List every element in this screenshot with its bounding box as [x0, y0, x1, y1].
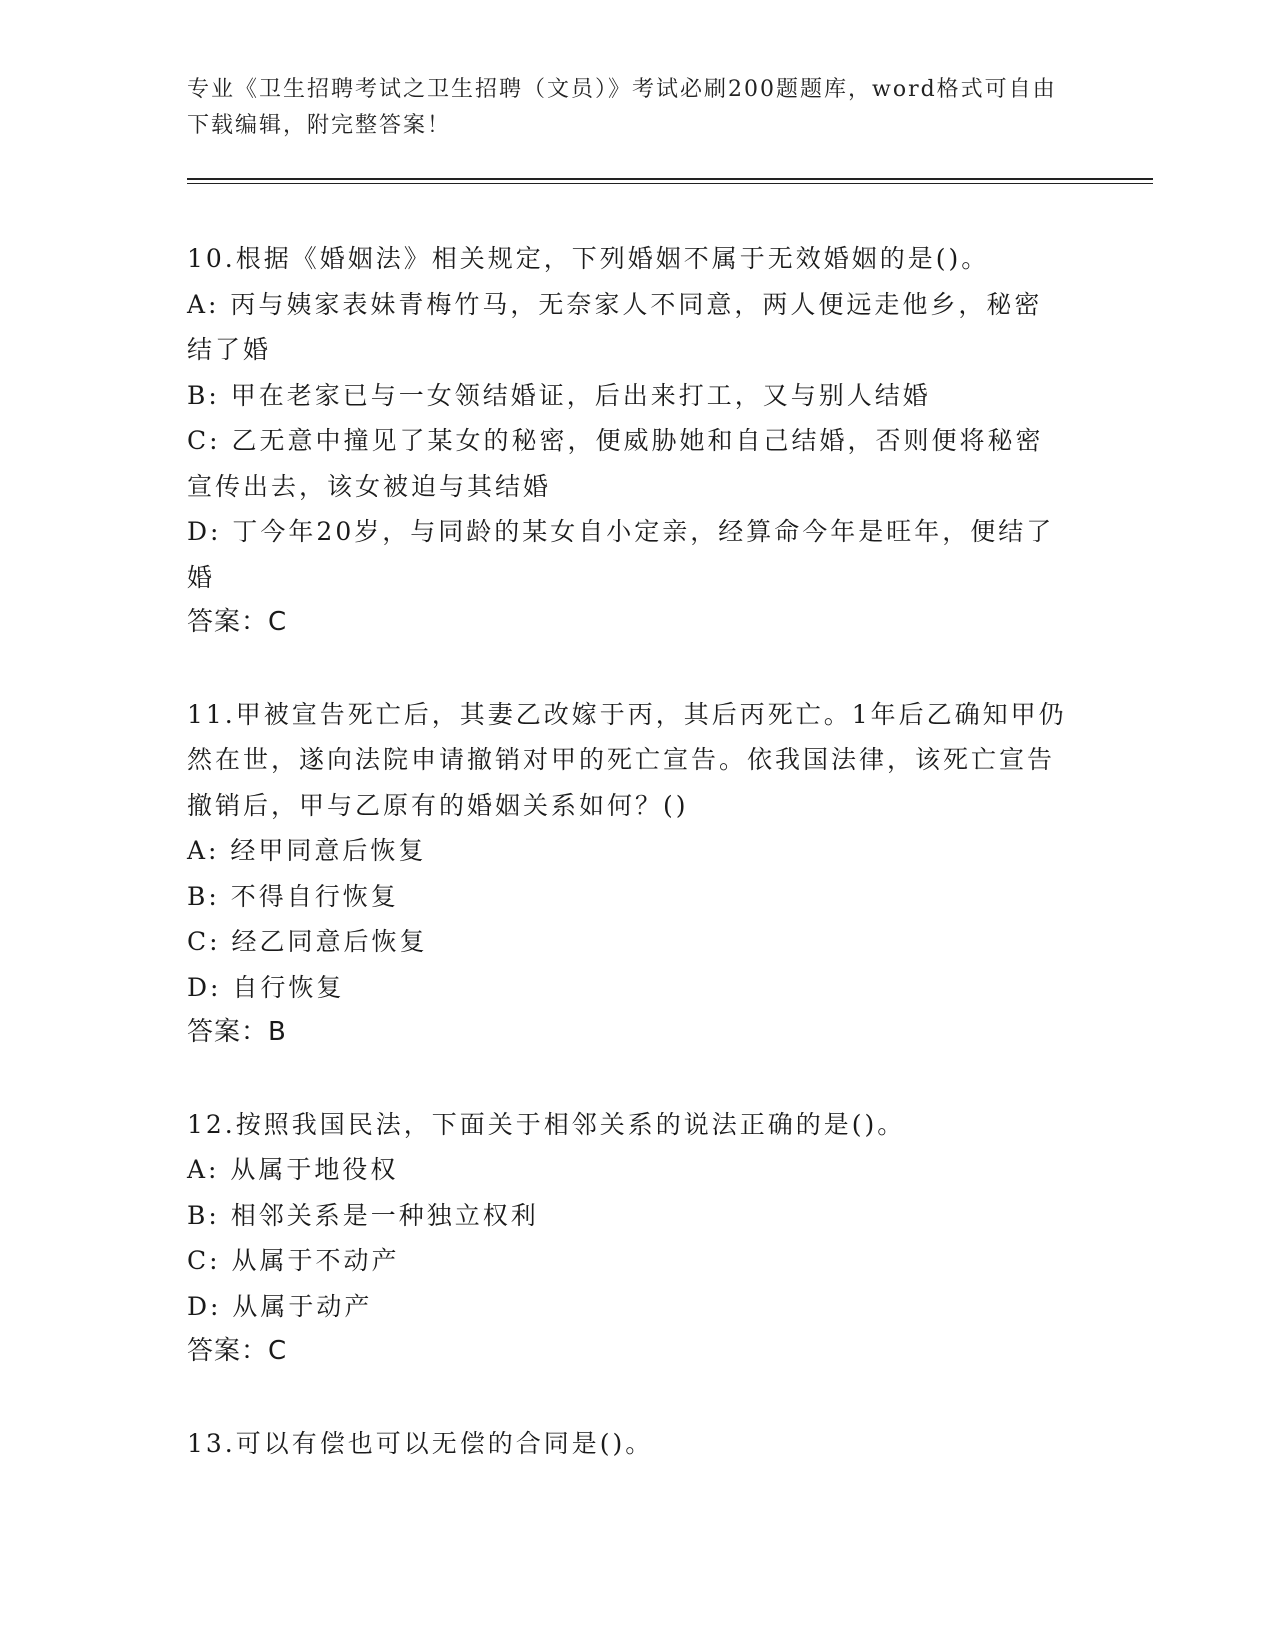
option-d: D: 自行恢复	[187, 972, 345, 1002]
option-a: A: 从属于地役权	[187, 1155, 399, 1184]
option-c: C: 从属于不动产	[187, 1246, 400, 1275]
option-b: B: 甲在老家已与一女领结婚证，后出来打工，又与别人结婚	[187, 380, 931, 410]
answer-line: 答案：B	[187, 1017, 287, 1047]
option-c: C: 经乙同意后恢复	[187, 927, 428, 956]
header-divider-thick	[187, 178, 1153, 180]
answer-line: 答案：C	[187, 607, 288, 637]
question-list	[187, 236, 1067, 1512]
option-b: B: 不得自行恢复	[187, 881, 399, 911]
question-text: 11.甲被宣告死亡后，其妻乙改嫁于丙，其后丙死亡。1年后乙确知甲仍然在世，遂向法院申请撤销对甲的死亡宣告。依我国法律，该死亡宣告撤销后，甲与乙原有的婚姻关系如何？()	[187, 699, 1067, 820]
option-c: C: 乙无意中撞见了某女的秘密，便威胁她和自己结婚，否则便将秘密宣传出去，该女被迫与其结婚	[187, 426, 1044, 501]
document-header: 专业《卫生招聘考试之卫生招聘（文员）》考试必刷200题题库，word格式可自由下载编辑，附完整答案！	[187, 77, 1057, 138]
option-a: A: 丙与姨家表妹青梅竹马，无奈家人不同意，两人便远走他乡，秘密结了婚	[187, 289, 1043, 364]
option-d: D: 丁今年20岁，与同龄的某女自小定亲，经算命今年是旺年，便结了婚	[187, 517, 1055, 592]
question-text: 10.根据《婚姻法》相关规定，下列婚姻不属于无效婚姻的是()。	[187, 244, 990, 273]
question-12	[187, 1102, 1067, 1375]
question-13	[187, 1421, 1067, 1467]
question-text: 12.按照我国民法，下面关于相邻关系的说法正确的是()。	[187, 1109, 906, 1139]
option-d: D: 从属于动产	[187, 1291, 373, 1321]
answer-line: 答案：C	[187, 1336, 288, 1366]
option-b: B: 相邻关系是一种独立权利	[187, 1200, 539, 1230]
header-divider-thin	[187, 183, 1153, 184]
question-text: 13.可以有偿也可以无偿的合同是()。	[187, 1428, 654, 1458]
question-11	[187, 692, 1067, 1056]
option-a: A: 经甲同意后恢复	[187, 836, 427, 865]
question-10	[187, 236, 1067, 646]
